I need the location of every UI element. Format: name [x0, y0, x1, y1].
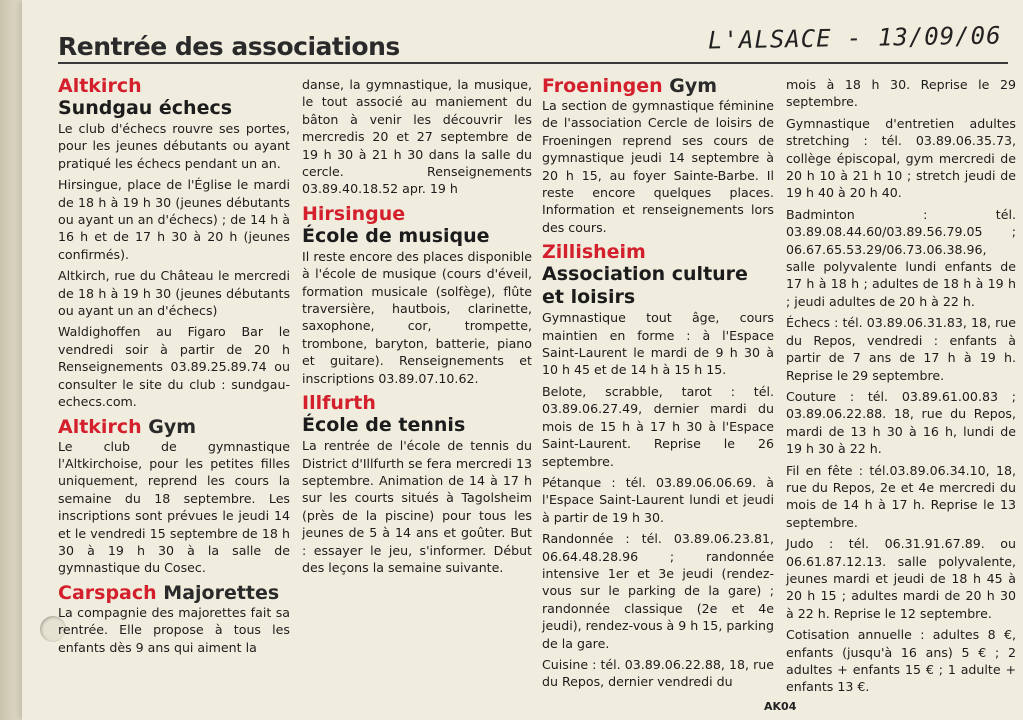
article-paragraph: Il reste encore des places disponible à l'école de musique (cours d'éveil, formation musicale (solfège), flûte traversière, hautbois, clarinette, saxophone, cor, trompette, trombone, baryton, batterie, piano et guitare). Renseignements et inscriptions 03.89.07.10.62. [302, 248, 532, 386]
article-place: Hirsingue [302, 202, 406, 225]
article-paragraph: Fil en fête : tél.03.89.06.34.10, 18, rue du Repos, 2e et 4e mercredi du mois de 14 h à 17 h. Reprise le 13 septembre. [786, 462, 1016, 530]
article-paragraph: Belote, scrabble, tarot : tél. 03.89.06.27.49, dernier mardi du mois de 15 h à 17 h 30 à l'Espace Saint-Laurent. Reprise le 26 septembre. [542, 383, 774, 469]
page-edge [0, 0, 22, 720]
article-paragraph: Badminton : tél. 03.89.08.44.60/03.89.56.79.05 ; 06.67.65.53.29/06.73.06.38.96, salle polyvalente lundi enfants de 17 h à 18 h ; adultes de 18 h à 19 h ; jeudi adultes de 20 h à 22 h. [786, 206, 1016, 309]
article-paragraph: La rentrée de l'école de tennis du District d'Illfurth se fera mercredi 13 septembre. Animation de 14 à 17 h sur les courts situés à Tagolsheim (près de la piscine) pour tous les jeunes de 5 à 14 ans et goûter. But : essayer le jeu, s'informer. Début des leçons la semaine suivante. [302, 438, 532, 575]
article-place [58, 417, 290, 438]
article-place: Illfurth [302, 392, 376, 415]
page-reference: AK04 [764, 700, 797, 713]
article-paragraph: Pétanque : tél. 03.89.06.06.69. à l'Espace Saint-Laurent lundi et jeudi à partir de 19 h 30. [542, 474, 774, 525]
article-place [58, 583, 290, 604]
column-3 [542, 76, 774, 697]
article-paragraph: Couture : tél. 03.89.61.00.83 ; 03.89.06.22.88. 18, rue du Repos, mardi de 13 h 30 à 16 h, lundi de 19 h 30 à 22 h. [786, 388, 1016, 457]
article-altkirch-gym [58, 417, 290, 577]
column-2 [302, 76, 532, 582]
article-paragraph: Cuisine : tél. 03.89.06.22.88, 18, rue du Repos, dernier vendredi du [542, 656, 774, 690]
article-carspach-majorettes [58, 583, 290, 656]
article-froeningen-gym [542, 76, 774, 236]
handwritten-source-note: L'ALSACE - 13/09/06 [707, 21, 1002, 55]
article-place: Altkirch [58, 75, 142, 97]
article-paragraph: danse, la gymnastique, la musique, le tout associé au maniement du bâton à venir les découvrir les mercredis 20 et 27 septembre de 19 h 30 à 21 h 30 dans la salle du cercle. Renseignements 03.89.40.18.52 apr. 19 h [302, 77, 532, 197]
article-heading: École de musique [302, 224, 490, 247]
article-paragraph: Altkirch, rue du Château le mercredi de 18 h à 19 h 30 (jeunes débutants ou ayant un an d'échecs) [58, 268, 290, 319]
article-topic: Majorettes [163, 581, 280, 604]
article-paragraph: Randonnée : tél. 03.89.06.23.81, 06.64.48.28.96 ; randonnée intensive 1er et 3e jeudi (rendez-vous sur le parking de la gare) ; randonnée classique (2e et 4e jeudi), rendez-vous à 9 h 15, parking de la gare. [542, 531, 774, 651]
article-heading: Sundgau échecs [58, 97, 233, 119]
article-topic: Gym [669, 75, 718, 97]
article-place-name: Carspach [58, 581, 157, 604]
article-paragraph: Gymnastique d'entretien adultes stretching : tél. 03.89.06.35.73, collège épiscopal, gym mercredi de 20 h 10 à 21 h 10 ; stretch jeudi de 19 h 40 à 20 h 40. [786, 115, 1016, 201]
article-paragraph: Gymnastique tout âge, cours maintien en forme : à l'Espace Saint-Laurent le mardi de 9 h 30 à 10 h 45 et de 14 h à 15 h 15. [542, 310, 774, 378]
article-paragraph: Hirsingue, place de l'Église le mardi de 18 h à 19 h 30 (jeunes débutants ou ayant un an d'échecs) ; de 14 h à 16 h et de 17 h 30 à 20 h (jeunes confirmés). [58, 177, 290, 262]
column-1 [58, 76, 290, 662]
article-place-name: Altkirch [58, 415, 142, 438]
article-paragraph: Le club d'échecs rouvre ses portes, pour les jeunes débutants ou ayant pratiqué les échecs pendant un an. [58, 121, 290, 171]
article-paragraph: La compagnie des majorettes fait sa rentrée. Elle propose à tous les enfants dès 9 ans qui aiment la [58, 604, 290, 655]
article-paragraph: La section de gymnastique féminine de l'association Cercle de loisirs de Froeningen reprend ses cours de gymnastique jeudi 14 septembre à 20 h 15, au foyer Sainte-Barbe. Il reste encore quelques places. Information et renseignements lors des cours. [542, 98, 774, 235]
article-hirsingue-musique [302, 204, 532, 387]
article-paragraph: Waldighoffen au Figaro Bar le vendredi soir à partir de 20 h Renseignements 03.89.25.89.74 ou consulter le site du club : sundgau-echecs.com. [58, 324, 290, 410]
article-paragraph: Cotisation annuelle : adultes 8 €, enfants (jusqu'à 16 ans) 5 € ; 2 adultes + enfants 15 € ; 1 adulte + enfants 13 €. [786, 627, 1016, 695]
page-title: Rentrée des associations [58, 32, 400, 61]
article-paragraph: Le club de gymnastique l'Altkirchoise, pour les petites filles uniquement, reprend les cours la semaine du 18 septembre. Les inscriptions sont prévues le jeudi 14 et le vendredi 15 septembre de 18 h 30 à 19 h 30 à la salle de gymnastique du Cosec. [58, 438, 290, 576]
article-paragraph: mois à 18 h 30. Reprise le 29 septembre. [786, 77, 1016, 110]
article-heading: Association culture et loisirs [542, 263, 748, 309]
article-place-name: Froeningen [542, 75, 663, 97]
article-carspach-continued [302, 76, 532, 198]
article-place [542, 76, 774, 97]
article-altkirch-echecs [58, 76, 290, 411]
article-illfurth-tennis [302, 393, 532, 576]
article-topic: Gym [148, 415, 197, 438]
article-zillisheim [542, 242, 774, 691]
article-place: Zillisheim [542, 241, 646, 264]
article-heading: École de tennis [302, 414, 466, 437]
column-4 [786, 76, 1016, 700]
article-paragraph: Judo : tél. 06.31.91.67.89. ou 06.61.87.12.13. salle polyvalente, jeunes mardi et jeudi de 18 h 45 à 20 h 15 ; adultes mardi de 20 h 30 à 22 h. Reprise le 12 septembre. [786, 536, 1016, 621]
article-paragraph: Échecs : tél. 03.89.06.31.83, 18, rue du Repos, vendredi : enfants à partir de 7 ans de 17 h à 19 h. Reprise le 29 septembre. [786, 315, 1016, 383]
title-rule [58, 62, 1008, 64]
